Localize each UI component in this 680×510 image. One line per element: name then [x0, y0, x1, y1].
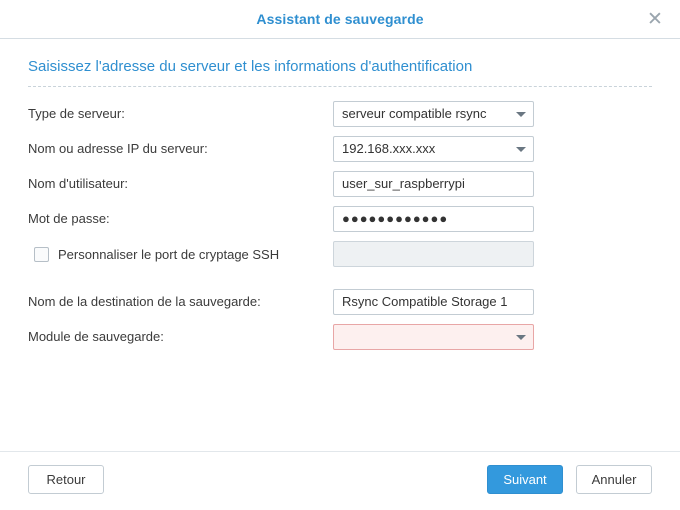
chevron-down-icon[interactable] [509, 102, 533, 126]
row-destination-name [28, 289, 652, 315]
dialog-titlebar [0, 0, 680, 39]
ssh-port-label: Personnaliser le port de cryptage SSH [58, 246, 280, 262]
destination-name-label: Nom de la destination de la sauvegarde: [28, 294, 261, 309]
server-address-value: 192.168.xxx.xxx [342, 141, 436, 156]
password-value: ●●●●●●●●●●●● [342, 211, 449, 226]
destination-name-field[interactable] [333, 289, 534, 315]
section-heading: Saisissez l'adresse du serveur et les informations d'authentification [28, 58, 652, 87]
row-password [28, 206, 652, 232]
server-settings-form [28, 101, 652, 350]
dialog-footer [0, 451, 680, 510]
row-server-address [28, 136, 652, 162]
row-ssh-port [28, 241, 652, 267]
backup-module-select[interactable] [333, 324, 534, 350]
next-button[interactable]: Suivant [487, 465, 563, 494]
back-button[interactable]: Retour [28, 465, 104, 494]
chevron-down-icon[interactable] [509, 137, 533, 161]
password-label: Mot de passe: [28, 211, 110, 226]
username-label: Nom d'utilisateur: [28, 176, 129, 191]
dialog-title: Assistant de sauvegarde [256, 11, 424, 27]
ssh-port-value [342, 242, 525, 266]
server-type-value: serveur compatible rsync [342, 106, 487, 121]
server-type-label: Type de serveur: [28, 106, 125, 121]
password-field[interactable] [333, 206, 534, 232]
chevron-down-icon[interactable] [509, 325, 533, 349]
close-icon[interactable]: ✕ [647, 8, 663, 30]
row-server-type [28, 101, 652, 127]
ssh-port-checkbox-wrap[interactable] [28, 247, 333, 262]
server-address-combobox[interactable] [333, 136, 534, 162]
ssh-port-field[interactable] [333, 241, 534, 267]
ssh-port-checkbox[interactable] [34, 247, 49, 262]
server-type-select[interactable] [333, 101, 534, 127]
dialog-content [0, 39, 680, 451]
username-value: user_sur_raspberrypi [342, 176, 465, 191]
cancel-button[interactable]: Annuler [576, 465, 652, 494]
row-backup-module [28, 324, 652, 350]
destination-name-value: Rsync Compatible Storage 1 [342, 294, 508, 309]
server-address-label: Nom ou adresse IP du serveur: [28, 141, 208, 156]
backup-module-label: Module de sauvegarde: [28, 329, 164, 344]
backup-module-value [342, 325, 507, 349]
row-username [28, 171, 652, 197]
username-field[interactable] [333, 171, 534, 197]
